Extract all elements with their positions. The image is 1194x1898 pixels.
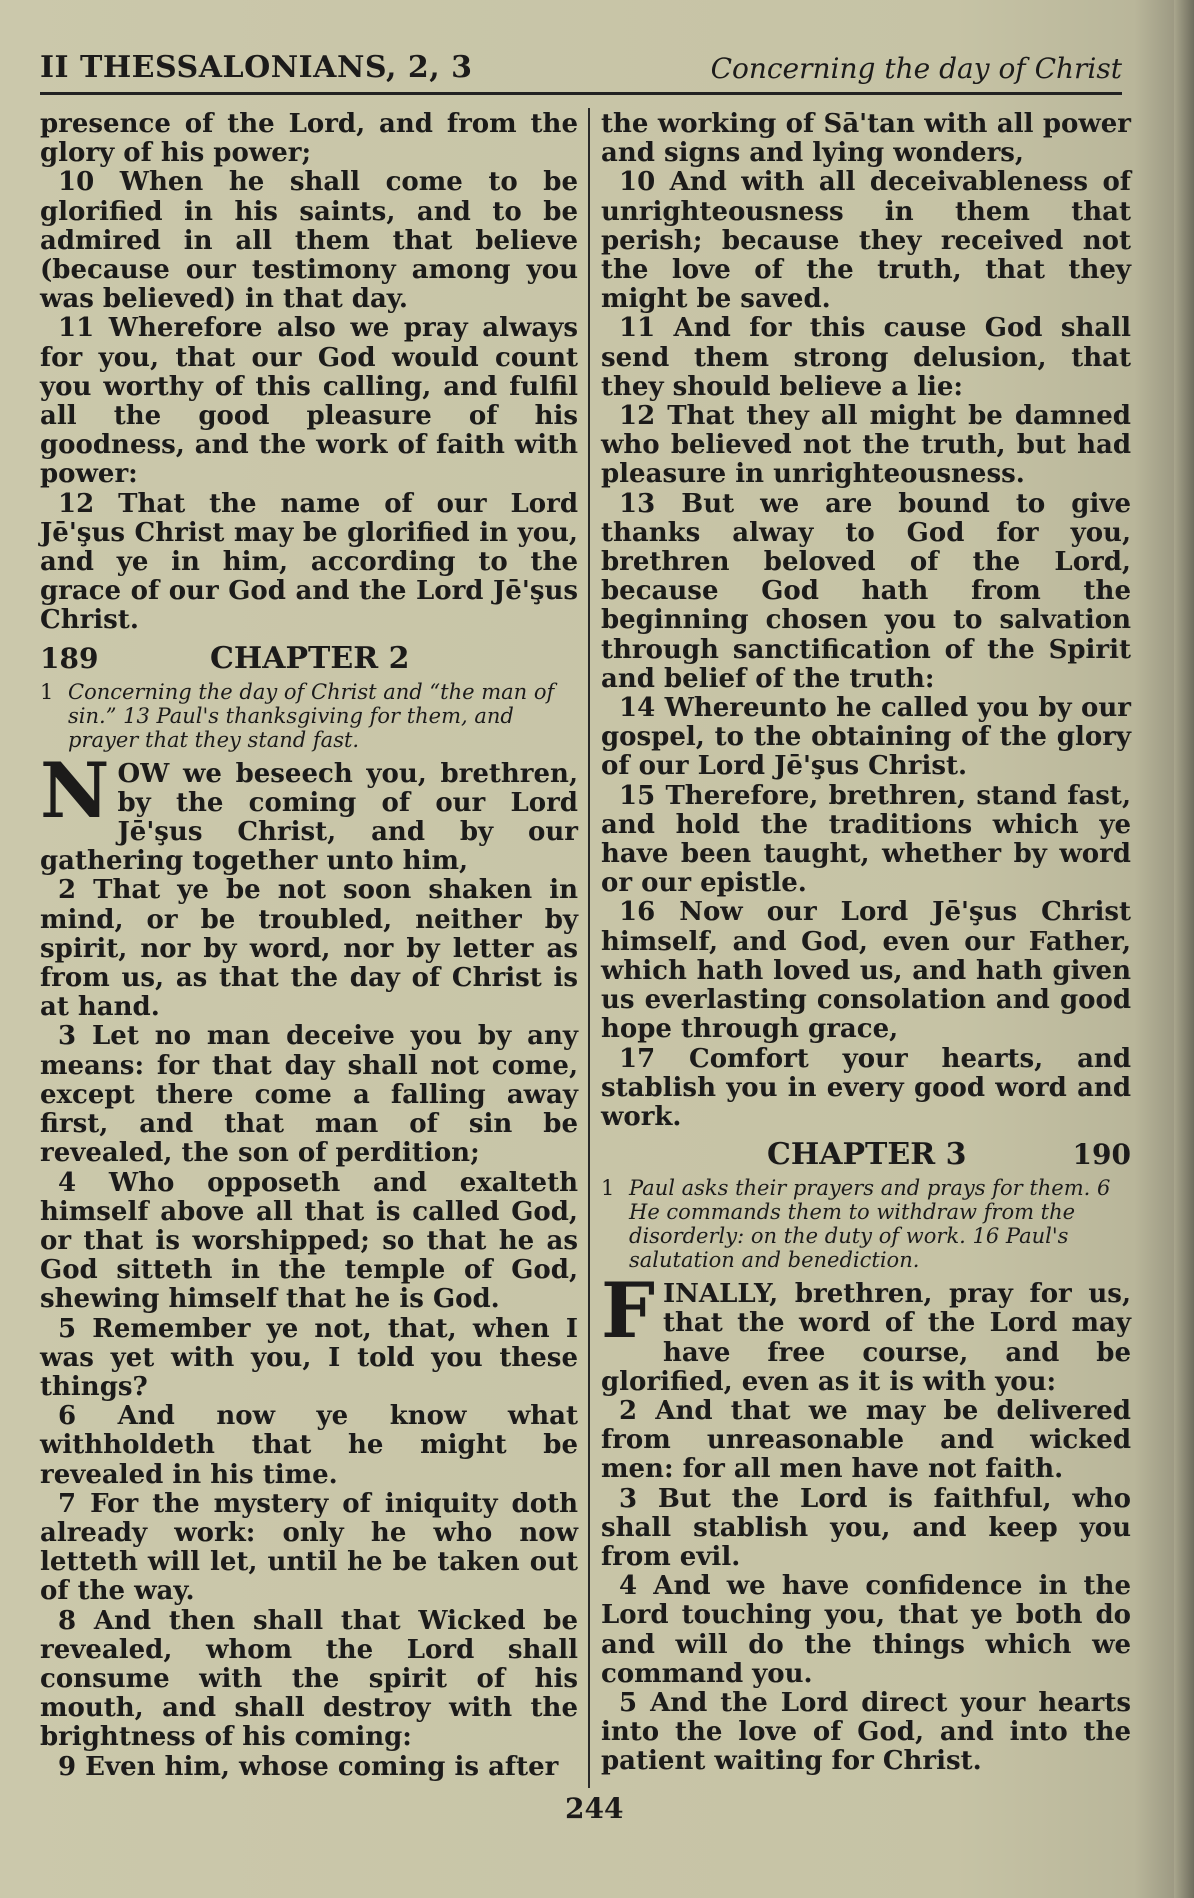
verse-paragraph: 16 Now our Lord Jē'şus Christ himself, and God, even our Father, which hath loved us, and hath given us everlasting consolation and good hope through grace, bbox=[601, 897, 1131, 1045]
running-header bbox=[40, 50, 1122, 95]
verse-paragraph: 14 Whereunto he called you by our gospel, to the obtaining of the glory of our Lord Jē'şus Christ. bbox=[601, 693, 1131, 782]
verse-paragraph: 6 And now ye know what withholdeth that he might be revealed in his time. bbox=[40, 1401, 578, 1490]
chapter-summary bbox=[601, 1176, 1131, 1272]
chapter-summary bbox=[40, 680, 578, 752]
right-column bbox=[601, 110, 1131, 1777]
verse-paragraph: 5 And the Lord direct your hearts into the love of God, and into the patient waiting for Christ. bbox=[601, 1687, 1131, 1777]
chapter-title: CHAPTER 2 bbox=[210, 640, 410, 676]
chapter-opening bbox=[601, 1266, 1131, 1397]
verse-paragraph: 12 That they all might be damned who believed not the truth, but had pleasure in unrighteousness. bbox=[601, 401, 1131, 490]
summary-number: 1 bbox=[40, 679, 54, 704]
chapter-heading bbox=[40, 640, 578, 678]
verse-paragraph: 4 Who opposeth and exalteth himself above all that is called God, or that is worshipped; so that he as God sitteth in the temple of God, shewing himself that he is God. bbox=[40, 1167, 578, 1315]
verse-paragraph: 12 That the name of our Lord Jē'şus Christ may be glorified in you, and ye in him, according to the grace of our God and the Lord Jē'şus Christ. bbox=[40, 488, 578, 636]
verse-paragraph: 10 When he shall come to be glorified in his saints, and to be admired in all them that believe (because our testimony among you was believed) in that day. bbox=[40, 167, 578, 315]
opening-text: OW we beseech you, brethren, by the coming of our Lord Jē'şus Christ, and by our gathering together unto him, bbox=[40, 758, 578, 877]
verse-paragraph: presence of the Lord, and from the glory of his power; bbox=[40, 109, 578, 169]
verse-paragraph: 4 And we have confidence in the Lord touching you, that ye both do and will do the things which we command you. bbox=[601, 1571, 1131, 1689]
verse-paragraph: 15 Therefore, brethren, stand fast, and hold the traditions which ye have been taught, whether by word or our epistle. bbox=[601, 780, 1131, 899]
verse-paragraph: 13 But we are bound to give thanks alway to God for you, brethren beloved of the Lord, because God hath from the beginning chosen you to salvation through sanctification of the Spirit and belief of the truth: bbox=[601, 488, 1131, 694]
verse-paragraph: 2 That ye be not soon shaken in mind, or be troubled, neither by spirit, nor by word, nor by letter as from us, as that the day of Christ is at hand. bbox=[40, 875, 578, 1023]
chapter-page-number: 189 bbox=[40, 641, 99, 675]
verse-paragraph: 8 And then shall that Wicked be revealed, whom the Lord shall consume with the spirit of his mouth, and shall destroy with the brightness of his coming: bbox=[40, 1605, 578, 1753]
summary-text: Concerning the day of Christ and “the man of sin.” 13 Paul's thanksgiving for them, and prayer that they stand fast. bbox=[68, 679, 555, 752]
verse-paragraph: 9 Even him, whose coming is after bbox=[58, 1751, 559, 1782]
verse-paragraph: 5 Remember ye not, that, when I was yet with you, I told you these things? bbox=[40, 1313, 578, 1402]
chapter-title: CHAPTER 3 bbox=[767, 1137, 967, 1173]
chapter-heading bbox=[601, 1136, 1131, 1174]
summary-text: Paul asks their prayers and prays for them. 6 He commands them to withdraw from the disorderly: on the duty of work. 16 Paul's salutation and benediction. bbox=[629, 1176, 1111, 1273]
verse-paragraph: 11 And for this cause God shall send them strong delusion, that they should believe a lie: bbox=[601, 313, 1131, 402]
book-reference: II THESSALONIANS, 2, 3 bbox=[40, 50, 473, 85]
drop-cap: N bbox=[40, 745, 110, 835]
verse-paragraph: 11 Wherefore also we pray always for you, that our God would count you worthy of this calling, and fulfil all the good pleasure of his goodness, and the work of faith with power: bbox=[40, 313, 578, 490]
opening-text: INALLY, brethren, pray for us, that the word of the Lord may have free course, and be glorified, even as it is with you: bbox=[601, 1279, 1131, 1397]
verse-paragraph: 10 And with all deceivableness of unrighteousness in them that perish; because they received not the love of the truth, that they might be saved. bbox=[601, 167, 1131, 315]
left-column bbox=[40, 110, 578, 1782]
verse-paragraph: 2 And that we may be delivered from unreasonable and wicked men: for all men have not faith. bbox=[601, 1395, 1131, 1485]
verse-paragraph: 3 But the Lord is faithful, who shall stablish you, and keep you from evil. bbox=[601, 1483, 1131, 1572]
drop-cap: F bbox=[601, 1266, 655, 1356]
chapter-page-number: 190 bbox=[1072, 1138, 1131, 1172]
running-title: Concerning the day of Christ bbox=[710, 52, 1122, 85]
chapter-opening bbox=[40, 745, 578, 877]
page-number: 244 bbox=[565, 1792, 624, 1825]
verse-paragraph: 3 Let no man deceive you by any means: for that day shall not come, except there come a falling away first, and that man of sin be revealed, the son of perdition; bbox=[40, 1021, 578, 1169]
summary-number: 1 bbox=[601, 1176, 615, 1201]
verse-paragraph: 17 Comfort your hearts, and stablish you in every good word and work. bbox=[601, 1043, 1131, 1132]
column-divider bbox=[588, 108, 590, 1788]
verse-paragraph: 7 For the mystery of iniquity doth already work: only he who now letteth will let, until he be taken out of the way. bbox=[40, 1488, 578, 1607]
verse-paragraph: the working of Sā'tan with all power and signs and lying wonders, bbox=[601, 109, 1131, 169]
page-edge-shadow bbox=[1174, 0, 1194, 1898]
